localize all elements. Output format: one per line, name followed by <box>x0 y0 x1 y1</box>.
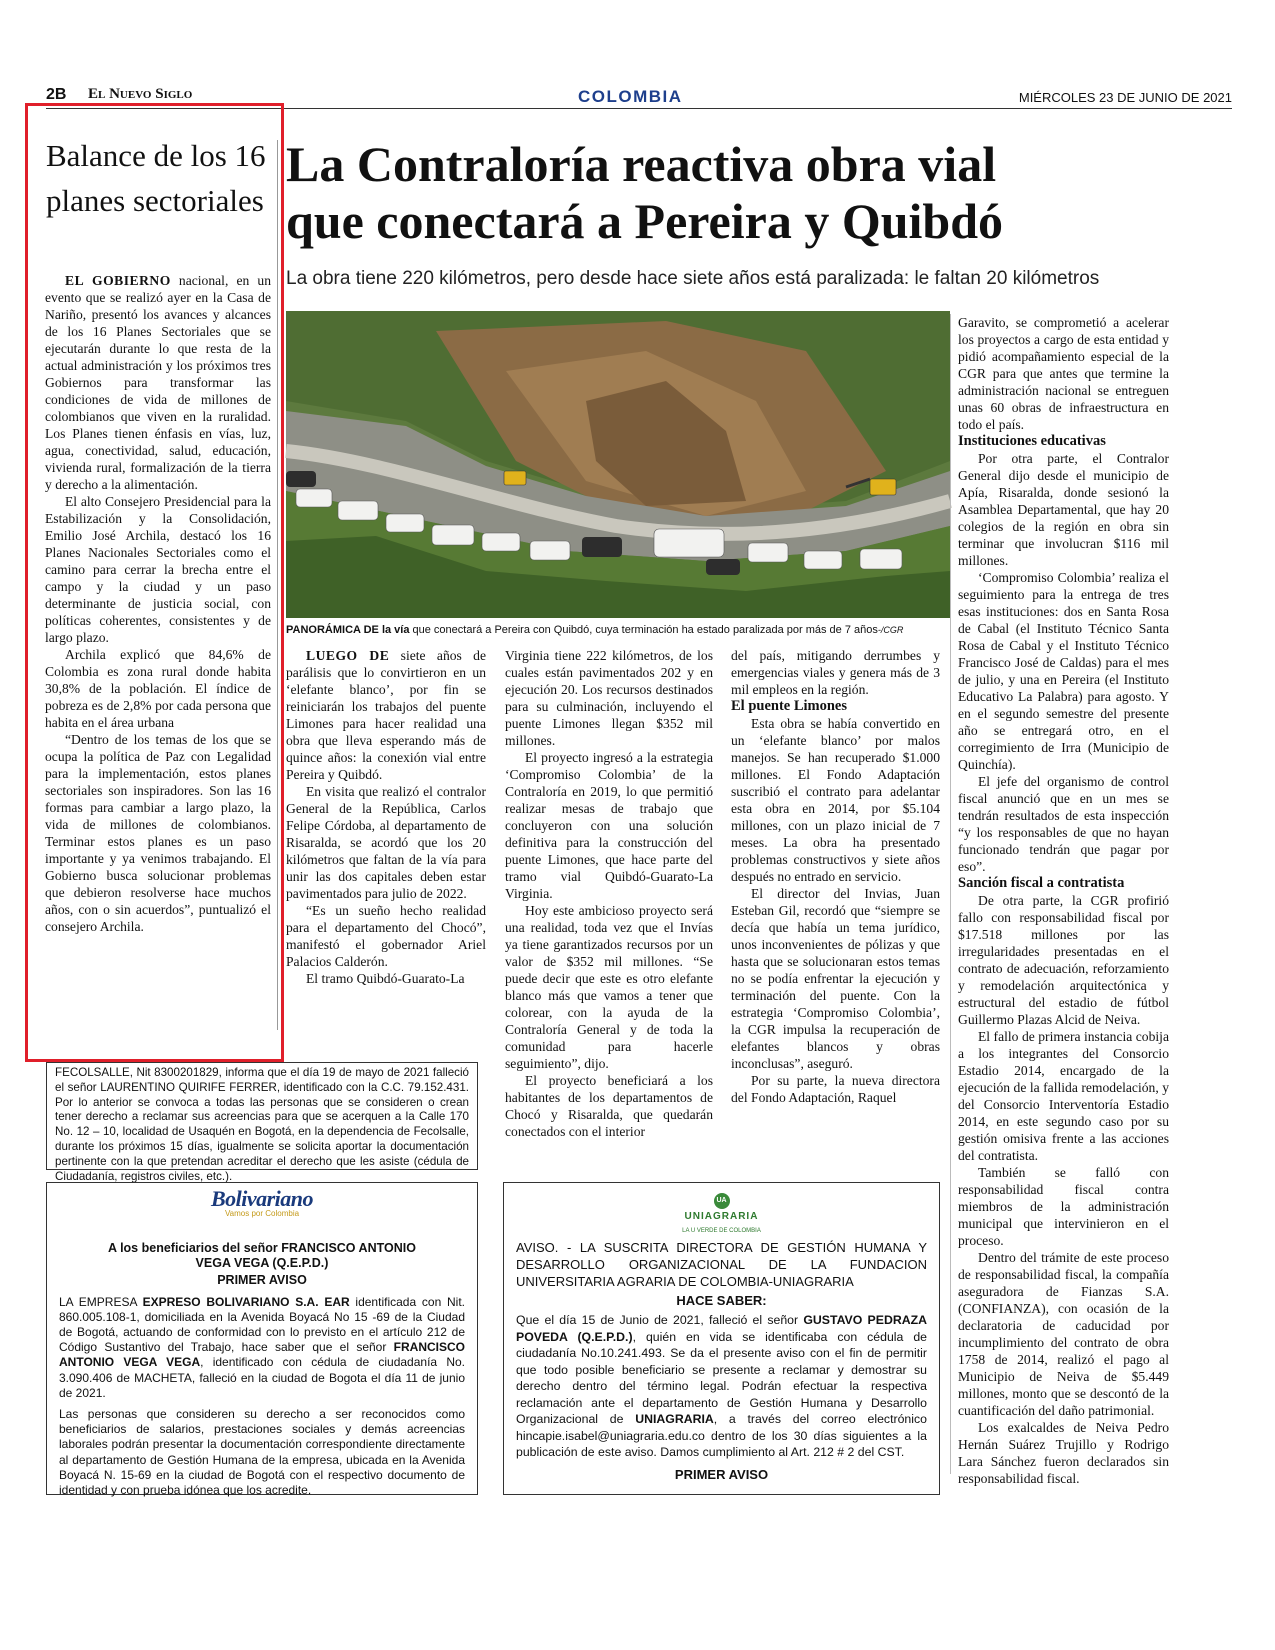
notice-paragraph: LA EMPRESA EXPRESO BOLIVARIANO S.A. EAR identificada con Nit. 860.005.108-1, domiciliada en la Avenida Boyacá No 15 -69 de la Ciudad de Bogotá, actuando de conformidad con lo previsto en el artículo 212 de Código Sustantivo del Trabajo, hace saber que el señor FRANCISCO ANTONIO VEGA VEGA, identificado con cédula de ciudadanía No. 3.090.406 de MACHETA, falleció en la ciudad de Bogota el día 11 de junio de 2021. <box>59 1294 465 1400</box>
notice-paragraph: Las personas que consideren su derecho a ser reconocidos como beneficiarios de salarios, prestaciones sociales y demás acreencias laborales podrán presentar la documentación correspondiente directamente al departamento de Gestión Humana de la empresa, ubicada en la Avenida Boyacá N. 15-69 en la ciudad de Bogotá con el respectivo documento de identidad y con prueba idónea que los acredite. <box>59 1407 465 1498</box>
article-paragraph: “Es un sueño hecho realidad para el departamento del Chocó”, manifestó el gobernador Ariel Palacios Calderón. <box>286 903 486 969</box>
article-photo <box>286 311 950 618</box>
sidebar-divider <box>277 140 278 1030</box>
issue-date: MIÉRCOLES 23 DE JUNIO DE 2021 <box>1018 90 1232 105</box>
masthead: El Nuevo Siglo <box>88 86 193 102</box>
article-paragraph: Hoy este ambicioso proyecto será una realidad, toda vez que el Invías ya tiene garantizados recursos por un valor de $352 mil millones. “Se puede decir que este es otro elefante blanco más que vamos a tener que colorear, con la ayuda de la Contraloría General y de toda la comunidad para hacerle seguimiento”, dijo. <box>505 903 713 1071</box>
subheadline: La obra tiene 220 kilómetros, pero desde hace siete años está paralizada: le faltan 20 kilómetros <box>286 268 1100 289</box>
notice-subheading: PRIMER AVISO <box>217 1273 307 1288</box>
notice-subheading: HACE SABER: <box>676 1293 767 1308</box>
sidebar-paragraph: nacional, en un evento que se realizó ayer en la Casa de Nariño, presentó los avances y alcances de los 16 Planes Sectoriales que se ejecutarán durante lo que resta de la actual administración y los próximos tres Gobiernos para transformar las condiciones de vida de millones de colombianos que viven en la ruralidad. Los Planes tienen énfasis en vías, luz, agua, conectividad, salud, educación, vivienda rural, formalización de la tierra y derecho a la alimentación. <box>45 273 271 492</box>
headline: La Contraloría reactiva obra vial que conectará a Pereira y Quibdó <box>286 136 1004 249</box>
article-paragraph: ‘Compromiso Colombia’ realiza el seguimiento para la entrega de tres esas instituciones: dos en Santa Rosa de Cabal (el Instituto Técnico Santa Rosa de Cabal y el Instituto Técnico Francisco José de Caldas) para el mes de julio, y una en Pereira (el Instituto Educativo La Palabra) para agosto. Y en el segundo semestre del presente año se entregará otro, en el corregimiento de Irra (Municipio de Quinchía). <box>958 570 1169 772</box>
article-paragraph: El director del Invias, Juan Esteban Gil, recordó que “siempre se decía que había un tema jurídico, unos inconvenientes de pólizas y que hasta que se solucionaran estos temas no se podía enfrentar la ejecución y terminación del puente. Con la estrategia ‘Compromiso Colombia’, la CGR impulsa la recuperación de elefantes blancos y obras inconclusas”, aseguró. <box>731 886 940 1071</box>
article-column-2 <box>505 647 713 1140</box>
article-paragraph: De otra parte, la CGR profirió fallo con responsabilidad fiscal por $17.518 millones por las irregularidades presentadas en el contrato de adecuación, reforzamiento y remodelación arquitectónica y estructural del estadio de fútbol Guillermo Plazas Alcid de Neiva. <box>958 893 1169 1027</box>
landslide-road-illustration <box>286 311 950 618</box>
notice-heading: AVISO. - LA SUSCRITA DIRECTORA DE GESTIÓN HUMANA Y DESARROLLO ORGANIZACIONAL DE LA FUNDACION UNIVERSITARIA AGRARIA DE COLOMBIA-UNIAGRARIA <box>516 1240 927 1289</box>
article-paragraph: El tramo Quibdó-Guarato-La <box>306 971 465 986</box>
article-paragraph: Por otra parte, el Contralor General dijo desde el municipio de Apía, Risaralda, donde sesionó la Asamblea Departamental, que hay 20 colegios de la región en obra sin terminar que involucran $116 mil millones. <box>958 451 1169 568</box>
article-column-4 <box>958 314 1169 1487</box>
notice-bolivariano <box>46 1182 478 1498</box>
article-subheading: Sanción fiscal a contratista <box>958 875 1125 891</box>
article-paragraph: siete años de parálisis que lo convirtieron en un ‘elefante blanco’, por fin se reiniciarán los trabajos del puente Limones para hacer realidad una obra que lleva esperando más de quince años: la conexión vial entre Pereira y Quibdó. <box>286 648 486 782</box>
uniagraria-emblem-icon: UA <box>714 1193 730 1209</box>
section-label: COLOMBIA <box>578 87 683 106</box>
notice-fecolsalle <box>46 1062 478 1183</box>
page-number: 2B <box>46 86 67 103</box>
sidebar-paragraph: Archila explicó que 84,6% de Colombia es zona rural donde habita 30,8% de la población. El índice de pobreza es de 2,8% por cada persona que habita en el área urbana <box>45 647 271 730</box>
sidebar-paragraph: “Dentro de los temas de los que se ocupa la política de Paz con Legalidad para la implementación, estos planes sectoriales son inspiradores. Son las 16 formas para cambiar a largo plazo, la vida de millones de colombianos. Terminar estos planes es un paso importante y ya venimos trabajando. El Gobierno busca solucionar problemas que debieron resolverse hace muchos años, con o sin acuerdos”, puntualizó el consejero Archila. <box>45 732 271 934</box>
photo-caption: PANORÁMICA DE la vía que conectará a Pereira con Quibdó, cuya terminación ha estado paralizada por más de 7 años-/CGR <box>286 624 904 636</box>
sidebar-paragraph: El alto Consejero Presidencial para la Estabilización y la Consolidación, Emilio José Archila, destacó los 16 Planes Nacionales Sectoriales como el camino para cerrar la brecha entre el campo y la ciudad y un paso determinante de justicia social, con políticas coherentes, consistentes y de largo plazo. <box>45 494 271 645</box>
article-subheading: El puente Limones <box>731 698 848 714</box>
uniagraria-logo: UA UNIAGRARIA LA U VERDE DE COLOMBIA <box>516 1191 927 1235</box>
article-paragraph: En visita que realizó el contralor General de la República, Carlos Felipe Córdoba, al departamento de Risaralda, se acordó que los 20 kilómetros que faltan de la vía para unir las dos capitales deben estar pavimentados para julio de 2022. <box>286 784 486 901</box>
article-column-3 <box>731 647 940 1106</box>
notice-paragraph: Que el día 15 de Junio de 2021, falleció el señor GUSTAVO PEDRAZA POVEDA (Q.E.P.D.), quién en vida se identificaba con cédula de ciudadanía No.10.241.493. Se da el presente aviso con el fin de permitir que todo posible beneficiario se presente a reclamar y demostrar su derecho dentro del término legal. Podrán efectuar la respectiva reclamación ante el departamento de Gestión Humana y Desarrollo Organizacional de UNIAGRARIA, a través del correo electrónico hincapie.isabel@uniagraria.edu.co dentro de los 30 días siguientes a la publicación de este aviso. Damos cumplimiento al Art. 212 # 2 del CST. <box>516 1313 928 1460</box>
article-subheading: Instituciones educativas <box>958 433 1106 449</box>
article-paragraph: También se falló con responsabilidad fiscal contra miembros de la administración municipal que intervinieron en el proceso. <box>958 1165 1169 1248</box>
article-paragraph: El proyecto beneficiará a los habitantes de los departamentos de Chocó y Risaralda, que quedarán conectados con el interior <box>505 1073 713 1139</box>
notice-uniagraria <box>503 1182 940 1495</box>
notice-text: FECOLSALLE, Nit 8300201829, informa que el día 19 de mayo de 2021 falleció el señor LAURENTINO QUIRIFE FERRER, identificado con la C.C. 79.152.431. Por lo anterior se convoca a todas las personas que se consideren o crean tener derecho a reclamar sus acreencias para que se acerquen a la Calle 170 No. 12 – 10, localidad de Usaquén en Bogotá, en la dependencia de Fecolsalle, durante los próximos 15 días, igualmente se solicita aportar la documentación pertinente con la que pretendan acreditar el derecho que les asiste (cédula de Ciudadanía, registros civiles, etc.). <box>55 1066 469 1183</box>
article-column-1 <box>286 647 486 987</box>
sidebar-title: Balance de los 16 planes sectoriales <box>46 138 266 218</box>
article-paragraph: El proyecto ingresó a la estrategia ‘Compromiso Colombia’ de la Contraloría en 2019, lo que permitió realizar mesas de trabajo que concluyeron con una solución definitiva para la construcción del puente Limones, que hace parte del tramo vial Quibdó-Guarato-La Virginia. <box>505 750 713 901</box>
sidebar-body <box>45 272 271 935</box>
sidebar-lead: EL GOBIERNO <box>65 273 171 288</box>
notice-footer: PRIMER AVISO <box>674 1466 769 1482</box>
column-divider <box>950 314 951 1474</box>
notice-heading: A los beneficiarios del señor FRANCISCO ANTONIO VEGA VEGA (Q.E.P.D.) <box>108 1241 416 1271</box>
article-paragraph: Los exalcaldes de Neiva Pedro Hernán Suárez Trujillo y Rodrigo Lara Sánchez fueron declarados sin responsabilidad fiscal. <box>958 1420 1169 1486</box>
article-paragraph: El fallo de primera instancia cobija a los integrantes del Consorcio Estadio 2014, encargado de la ejecución de la fallida remodelación, y del Consorcio Interventoría Estadio 2014, en este segundo caso por su gestión omisiva frente a las acciones del contratista. <box>958 1029 1169 1163</box>
article-paragraph: Garavito, se comprometió a acelerar los proyectos a cargo de esta entidad y pidió acompañamiento especial de la CGR para que antes que termine la administración nacional se entreguen unas 60 obras de infraestructura en todo el país. <box>958 315 1169 432</box>
article-lead: LUEGO DE <box>306 648 390 663</box>
article-paragraph: Virginia tiene 222 kilómetros, de los cuales están pavimentados 202 y en ejecución 20. Los recursos destinados para su culminación, incluyendo el puente Limones llegan $352 mil millones. <box>505 648 713 748</box>
article-paragraph: Por su parte, la nueva directora del Fondo Adaptación, Raquel <box>731 1073 940 1105</box>
article-paragraph: El jefe del organismo de control fiscal anunció que en un mes se tendrán resultados de esta inspección “y los responsables de que no hayan funcionado tendrán que pagar por eso”. <box>958 774 1169 874</box>
article-paragraph: Esta obra se había convertido en un ‘elefante blanco’ por malos manejos. Se han recuperado $1.000 millones. El Fondo Adaptación suscribió el contrato para adelantar esta obra en 2014, por $5.104 millones, con un plazo inicial de 7 meses. La obra ha presentado problemas constructivos y siete años después no entrado en servicio. <box>731 716 940 884</box>
article-paragraph: del país, mitigando derrumbes y emergencias viales y genera más de 3 mil empleos en la región. <box>731 648 940 697</box>
bolivariano-logo: Bolivariano Vamos por Colombia <box>210 1186 314 1219</box>
article-paragraph: Dentro del trámite de este proceso de responsabilidad fiscal, la compañía aseguradora de Fianzas S.A. (CONFIANZA), con ocasión de la declaratoria de caducidad por incumplimiento del contrato de obra 1758 de 2014, realizó el pago al Municipio de Neiva de $5.449 millones, monto que se descontó de la cuantificación del daño patrimonial. <box>958 1250 1169 1418</box>
